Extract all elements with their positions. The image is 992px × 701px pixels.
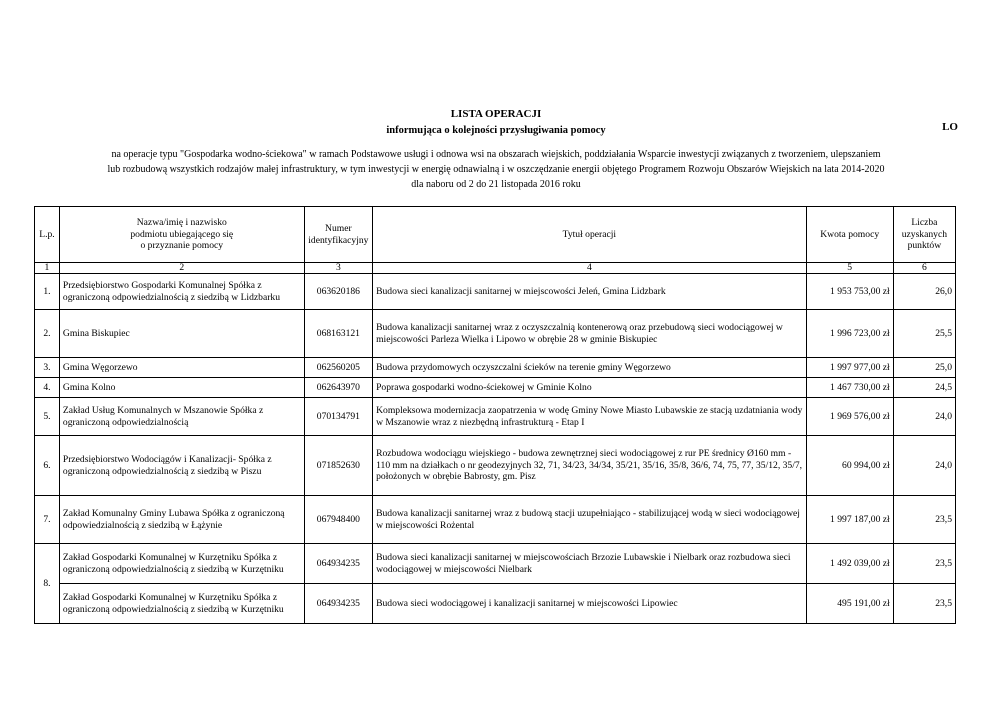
cell-lp: 4. (35, 378, 60, 398)
header-operation-title: Tytuł operacji (373, 207, 807, 263)
cell-lp: 1. (35, 274, 60, 310)
cell-amount: 60 994,00 zł (806, 436, 893, 496)
table-row (35, 496, 956, 544)
header-points: Liczba uzyskanych punktów (893, 207, 955, 263)
cell-operation-title: Budowa sieci wodociągowej i kanalizacji sanitarnej w miejscowości Lipowiec (373, 584, 807, 624)
cell-operation-title: Budowa przydomowych oczyszczalni ścieków na terenie gminy Węgorzewo (373, 358, 807, 378)
column-number: 3 (304, 263, 372, 274)
table-row (35, 544, 956, 584)
cell-id-number: 064934235 (304, 584, 372, 624)
cell-operation-title: Budowa kanalizacji sanitarnej wraz z budową stacji uzupełniająco - stabilizującej wodą w sieci wodociągowej w miejscowości Rożental (373, 496, 807, 544)
header-amount: Kwota pomocy (806, 207, 893, 263)
header-id-number: Numer identyfikacyjny (304, 207, 372, 263)
table-row (35, 436, 956, 496)
cell-id-number: 063620186 (304, 274, 372, 310)
cell-points: 24,0 (893, 436, 955, 496)
document-title: LISTA OPERACJI (450, 108, 542, 120)
cell-applicant-name: Zakład Komunalny Gminy Lubawa Spółka z ograniczoną odpowiedzialnością z siedzibą w Łążynie (59, 496, 304, 544)
cell-points: 24,5 (893, 378, 955, 398)
cell-amount: 1 953 753,00 zł (806, 274, 893, 310)
cell-applicant-name: Zakład Gospodarki Komunalnej w Kurzętniku Spółka z ograniczoną odpowiedzialnością z siedzibą w Kurzętniku (59, 544, 304, 584)
cell-applicant-name: Gmina Węgorzewo (59, 358, 304, 378)
cell-operation-title: Budowa sieci kanalizacji sanitarnej w miejscowości Jeleń, Gmina Lidzbark (373, 274, 807, 310)
column-number-row (35, 263, 956, 274)
cell-points: 25,5 (893, 310, 955, 358)
cell-amount: 1 467 730,00 zł (806, 378, 893, 398)
description-line: lub rozbudową wszystkich rodzajów małej infrastruktury, w tym inwestycji w energię odnawialną i w oszczędzanie energii objętego Programem Rozwoju Obszarów Wiejskich na lata 2014-2020 (107, 164, 885, 175)
cell-applicant-name: Gmina Biskupiec (59, 310, 304, 358)
cell-applicant-name: Przedsiębiorstwo Wodociągów i Kanalizacji- Spółka z ograniczoną odpowiedzialnością z siedzibą w Piszu (59, 436, 304, 496)
cell-id-number: 070134791 (304, 398, 372, 436)
column-number: 5 (806, 263, 893, 274)
table-row (35, 378, 956, 398)
cell-applicant-name: Gmina Kolno (59, 378, 304, 398)
cell-amount: 1 997 187,00 zł (806, 496, 893, 544)
description-line: dla naboru od 2 do 21 listopada 2016 roku (411, 179, 581, 190)
column-number: 2 (59, 263, 304, 274)
cell-operation-title: Budowa kanalizacji sanitarnej wraz z oczyszczalnią kontenerową oraz przebudową sieci wodociągowej w miejscowości Parleza Wielka i Lipowo w obrębie 28 w gminie Biskupiec (373, 310, 807, 358)
cell-id-number: 062560205 (304, 358, 372, 378)
column-number: 4 (373, 263, 807, 274)
cell-applicant-name: Przedsiębiorstwo Gospodarki Komunalnej Spółka z ograniczoną odpowiedzialnością z siedzibą w Lidzbarku (59, 274, 304, 310)
cell-lp: 3. (35, 358, 60, 378)
cell-points: 24,0 (893, 398, 955, 436)
table-row (35, 584, 956, 624)
description-line: na operacje typu "Gospodarka wodno-ściekowa" w ramach Podstawowe usługi i odnowa wsi na obszarach wiejskich, poddziałania Wsparcie inwestycji związanych z tworzeniem, ulepszaniem (111, 149, 881, 160)
header-applicant-name: Nazwa/imię i nazwisko podmiotu ubiegającego się o przyznanie pomocy (59, 207, 304, 263)
cell-amount: 495 191,00 zł (806, 584, 893, 624)
cell-lp: 2. (35, 310, 60, 358)
cell-lp: 7. (35, 496, 60, 544)
table-row (35, 358, 956, 378)
cell-applicant-name: Zakład Usług Komunalnych w Mszanowie Spółka z ograniczoną odpowiedzialnością (59, 398, 304, 436)
document-subtitle: informująca o kolejności przysługiwania pomocy (386, 125, 606, 136)
cell-operation-title: Rozbudowa wodociągu wiejskiego - budowa zewnętrznej sieci wodociągowej z rur PE średnicy Ø160 mm - 110 mm na działkach o nr geodezyjnych 32, 71, 34/23, 34/34, 35/21, 35/16, 35/8, 36/6, 74, 75, 77, 35/12, 35/7, położonych w obrębie Babrosty, gm. Pisz (373, 436, 807, 496)
cell-lp: 6. (35, 436, 60, 496)
cell-operation-title: Poprawa gospodarki wodno-ściekowej w Gminie Kolno (373, 378, 807, 398)
cell-applicant-name: Zakład Gospodarki Komunalnej w Kurzętniku Spółka z ograniczoną odpowiedzialnością z siedzibą w Kurzętniku (59, 584, 304, 624)
cell-amount: 1 996 723,00 zł (806, 310, 893, 358)
cell-operation-title: Budowa sieci kanalizacji sanitarnej w miejscowościach Brzozie Lubawskie i Nielbark oraz rozbudowa sieci wodociągowej w miejscowości Nielbark (373, 544, 807, 584)
table-row (35, 274, 956, 310)
operations-table (34, 206, 956, 624)
column-number: 6 (893, 263, 955, 274)
cell-amount: 1 969 576,00 zł (806, 398, 893, 436)
document-description (30, 147, 962, 192)
cell-lp: 8. (35, 544, 60, 624)
cell-points: 23,5 (893, 544, 955, 584)
cell-points: 23,5 (893, 584, 955, 624)
cell-amount: 1 492 039,00 zł (806, 544, 893, 584)
column-number: 1 (35, 263, 60, 274)
cell-amount: 1 997 977,00 zł (806, 358, 893, 378)
cell-points: 25,0 (893, 358, 955, 378)
cell-lp: 5. (35, 398, 60, 436)
cell-id-number: 062643970 (304, 378, 372, 398)
cell-id-number: 064934235 (304, 544, 372, 584)
document-code: LO (942, 121, 958, 133)
cell-id-number: 071852630 (304, 436, 372, 496)
table-row (35, 310, 956, 358)
header-lp: L.p. (35, 207, 60, 263)
cell-id-number: 067948400 (304, 496, 372, 544)
cell-points: 23,5 (893, 496, 955, 544)
cell-operation-title: Kompleksowa modernizacja zaopatrzenia w wodę Gminy Nowe Miasto Lubawskie ze stacją uzdatniania wody w Mszanowie wraz z niezbędną infrastrukturą - Etap I (373, 398, 807, 436)
cell-points: 26,0 (893, 274, 955, 310)
table-row (35, 398, 956, 436)
cell-id-number: 068163121 (304, 310, 372, 358)
